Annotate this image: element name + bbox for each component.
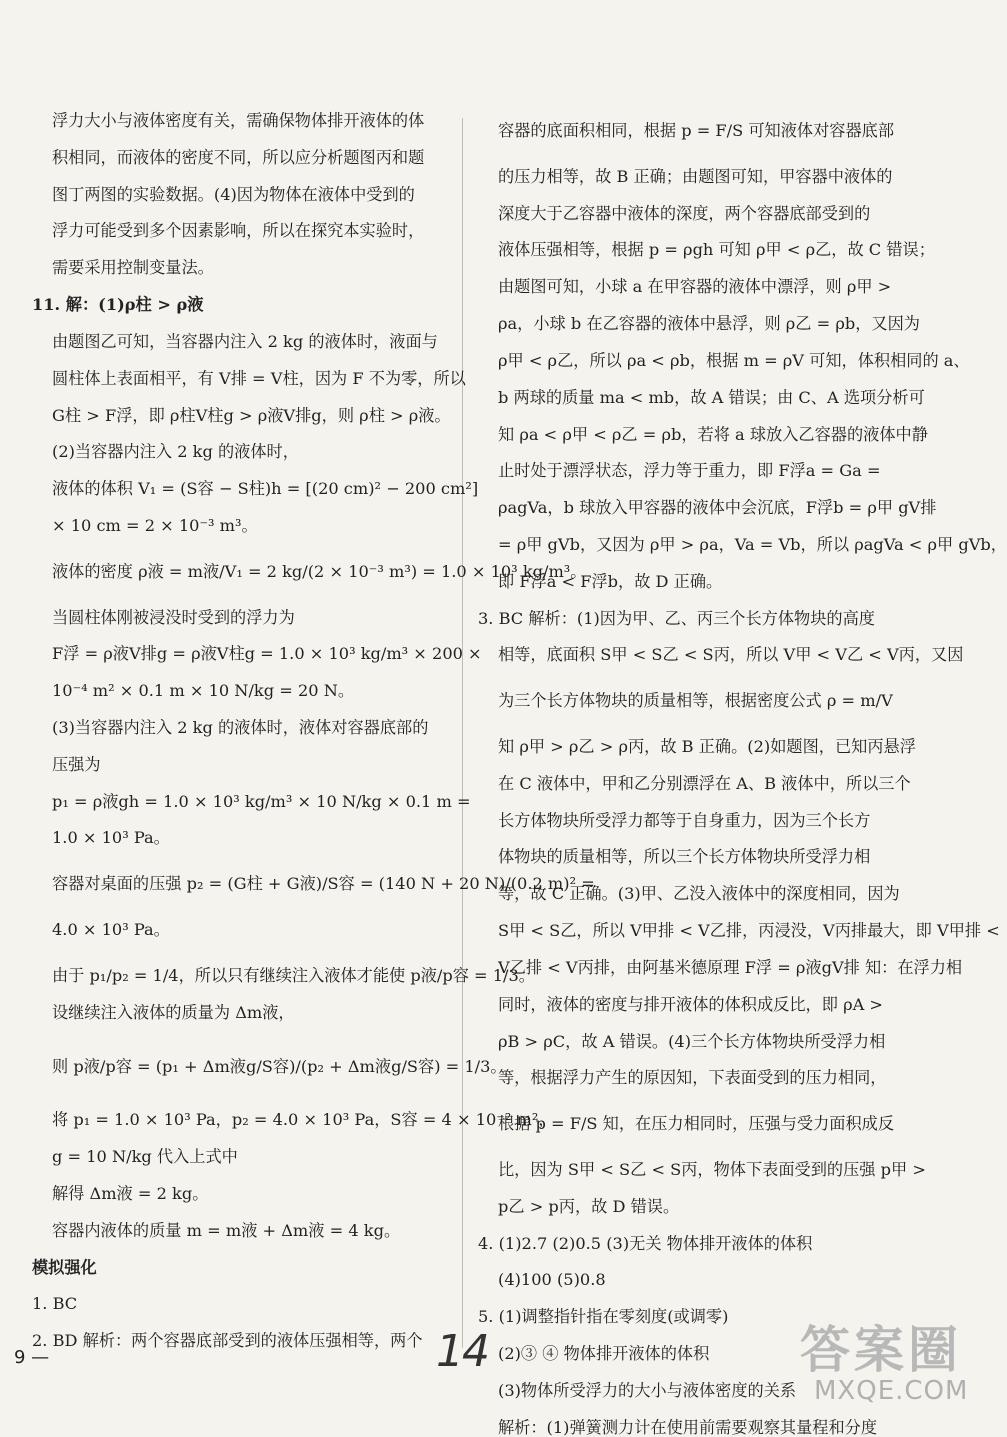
right-line-22: V乙排 < V丙排，由阿基米德原理 F浮 = ρ液gV排 知：在浮力相	[498, 957, 963, 977]
right-line-16: 知 ρ甲 > ρ乙 > ρ丙，故 B 正确。(2)如题图，已知丙悬浮	[498, 737, 916, 756]
watermark	[792, 1310, 992, 1412]
left-line-20: 容器对桌面的压强 p₂ = (G柱 + G液)/S容 = (140 N + 20 N)/(0.2 m)² =	[52, 874, 595, 894]
right-line-29: 4. (1)2.7 (2)0.5 (3)无关 物体排开液体的体积	[478, 1233, 813, 1253]
left-line-7: 圆柱体上表面相平，有 V排 = V柱，因为 F 不为零，所以	[52, 368, 466, 388]
left-line-16: (3)当容器内注入 2 kg 的液体时，液体对容器底部的	[52, 718, 429, 737]
left-line-14: F浮 = ρ液V排g = ρ液V柱g = 1.0 × 10³ kg/m³ × 200 ×	[52, 644, 482, 664]
right-line-3: 液体压强相等，根据 p = ρgh 可知 ρ甲 < ρ乙，故 C 错误；	[498, 240, 935, 260]
page-number: 9 —	[14, 1347, 50, 1368]
right-line-23: 同时，液体的密度与排开液体的体积成反比，即 ρA >	[498, 994, 883, 1014]
left-line-18: p₁ = ρ液gh = 1.0 × 10³ kg/m³ × 10 N/kg × 0.1 m =	[52, 791, 471, 811]
right-line-20: 等，故 C 正确。(3)甲、乙没入液体中的深度相同，因为	[498, 884, 900, 904]
handwritten-number: 14	[436, 1326, 488, 1377]
right-line-17: 在 C 液体中，甲和乙分别漂浮在 A、B 液体中，所以三个	[498, 773, 911, 793]
right-line-27: 比，因为 S甲 < S乙 < S丙，物体下表面受到的压强 p甲 >	[498, 1159, 926, 1179]
left-line-22: 由于 p₁/p₂ = 1/4，所以只有继续注入液体才能使 p液/p容 = 1/3。	[52, 965, 535, 985]
right-line-33: (3)物体所受浮力的大小与液体密度的关系	[498, 1380, 797, 1400]
right-line-30: (4)100 (5)0.8	[498, 1270, 606, 1290]
left-line-13: 当圆柱体刚被浸没时受到的浮力为	[52, 607, 295, 627]
right-line-0: 容器的底面积相同，根据 p = F/S 可知液体对容器底部	[498, 121, 895, 140]
watermark-url: MXQE.COM	[814, 1376, 969, 1406]
right-line-4: 由题图可知，小球 a 在甲容器的液体中漂浮，则 ρ甲 >	[498, 277, 892, 297]
left-line-0: 浮力大小与液体密度有关，需确保物体排开液体的体	[52, 111, 425, 130]
right-line-10: ρagVa，b 球放入甲容器的液体中会沉底，F浮b = ρ甲 gV排	[498, 498, 937, 518]
right-line-12: 即 F浮a < F浮b，故 D 正确。	[498, 571, 723, 591]
right-line-31: 5. (1)调整指针指在零刻度(或调零)	[478, 1307, 729, 1327]
left-line-3: 浮力可能受到多个因素影响，所以在探究本实验时，	[52, 221, 425, 241]
right-line-6: ρ甲 < ρ乙，所以 ρa < ρb，根据 m = ρV 可知，体积相同的 a、	[498, 350, 970, 370]
left-line-29: 模拟强化	[32, 1257, 97, 1277]
left-line-24: 则 p液/p容 = (p₁ + Δm液g/S容)/(p₂ + Δm液g/S容) = 1/3。	[52, 1056, 507, 1076]
column-divider	[462, 118, 463, 1348]
left-line-4: 需要采用控制变量法。	[52, 258, 214, 278]
watermark-logo: 答案圈	[800, 1321, 962, 1379]
right-line-7: b 两球的质量 ma < mb，故 A 错误；由 C、A 选项分析可	[498, 387, 925, 407]
right-line-9: 止时处于漂浮状态，浮力等于重力，即 F浮a = Ga =	[498, 461, 881, 481]
right-line-28: p乙 > p丙，故 D 错误。	[498, 1196, 680, 1216]
left-line-27: 解得 Δm液 = 2 kg。	[52, 1183, 209, 1203]
left-line-8: G柱 > F浮，即 ρ柱V柱g > ρ液V排g，则 ρ柱 > ρ液。	[52, 405, 451, 425]
left-line-1: 积相同，而液体的密度不同，所以应分析题图丙和题	[52, 147, 425, 167]
left-line-23: 设继续注入液体的质量为 Δm液，	[52, 1002, 295, 1022]
right-line-26: 根据 p = F/S 知，在压力相同时，压强与受力面积成反	[498, 1114, 895, 1134]
right-line-15: 为三个长方体物块的质量相等，根据密度公式 ρ = m/V	[498, 691, 893, 711]
right-line-5: ρa，小球 b 在乙容器的液体中悬浮，则 ρ乙 = ρb，又因为	[498, 314, 920, 334]
right-line-2: 深度大于乙容器中液体的深度，两个容器底部受到的	[498, 203, 871, 223]
right-line-32: (2)③ ④ 物体排开液体的体积	[498, 1344, 710, 1363]
left-line-30: 1. BC	[32, 1294, 78, 1314]
left-line-2: 图丁两图的实验数据。(4)因为物体在液体中受到的	[52, 184, 415, 204]
left-line-17: 压强为	[52, 754, 101, 774]
left-line-6: 由题图乙可知，当容器内注入 2 kg 的液体时，液面与	[52, 331, 438, 351]
left-line-26: g = 10 N/kg 代入上式中	[52, 1147, 238, 1167]
right-column	[478, 112, 1007, 1437]
left-line-31: 2. BD 解析：两个容器底部受到的液体压强相等，两个	[32, 1331, 423, 1351]
left-line-21: 4.0 × 10³ Pa。	[52, 920, 170, 940]
right-line-21: S甲 < S乙，所以 V甲排 < V乙排，丙浸没，V丙排最大，即 V甲排 <	[498, 921, 1000, 941]
left-line-15: 10⁻⁴ m² × 0.1 m × 10 N/kg = 20 N。	[52, 681, 355, 701]
right-line-8: 知 ρa < ρ甲 < ρ乙 = ρb，若将 a 球放入乙容器的液体中静	[498, 424, 928, 444]
left-line-28: 容器内液体的质量 m = m液 + Δm液 = 4 kg。	[52, 1220, 401, 1240]
right-line-11: = ρ甲 gVb，又因为 ρ甲 > ρa，Va = Vb，所以 ρagVa < ρ甲 gVb，	[498, 534, 1007, 554]
right-line-1: 的压力相等，故 B 正确；由题图可知，甲容器中液体的	[498, 166, 893, 186]
left-line-12: 液体的密度 ρ液 = m液/V₁ = 2 kg/(2 × 10⁻³ m³) = 1.0 × 10³ kg/m³。	[52, 561, 587, 581]
right-line-18: 长方体物块所受浮力都等于自身重力，因为三个长方	[498, 810, 871, 830]
left-line-19: 1.0 × 10³ Pa。	[52, 828, 170, 848]
right-line-24: ρB > ρC，故 A 错误。(4)三个长方体物块所受浮力相	[498, 1031, 886, 1051]
right-line-19: 体物块的质量相等，所以三个长方体物块所受浮力相	[498, 847, 871, 867]
right-line-14: 相等，底面积 S甲 < S乙 < S丙，所以 V甲 < V乙 < V丙，又因	[498, 645, 964, 665]
left-line-5: 11. 解：(1)ρ柱 > ρ液	[32, 295, 204, 315]
right-line-34: 解析：(1)弹簧测力计在使用前需要观察其量程和分度	[498, 1417, 878, 1437]
right-line-13: 3. BC 解析：(1)因为甲、乙、丙三个长方体物块的高度	[478, 608, 875, 628]
left-line-9: (2)当容器内注入 2 kg 的液体时，	[52, 442, 299, 462]
left-line-25: 将 p₁ = 1.0 × 10³ Pa，p₂ = 4.0 × 10³ Pa，S容 = 4 × 10⁻² m²，	[52, 1110, 555, 1130]
left-line-11: × 10 cm = 2 × 10⁻³ m³。	[52, 515, 258, 535]
right-line-25: 等，根据浮力产生的原因知，下表面受到的压力相同，	[498, 1068, 887, 1088]
left-line-10: 液体的体积 V₁ = (S容 − S柱)h = [(20 cm)² − 200 cm²]	[52, 479, 479, 499]
